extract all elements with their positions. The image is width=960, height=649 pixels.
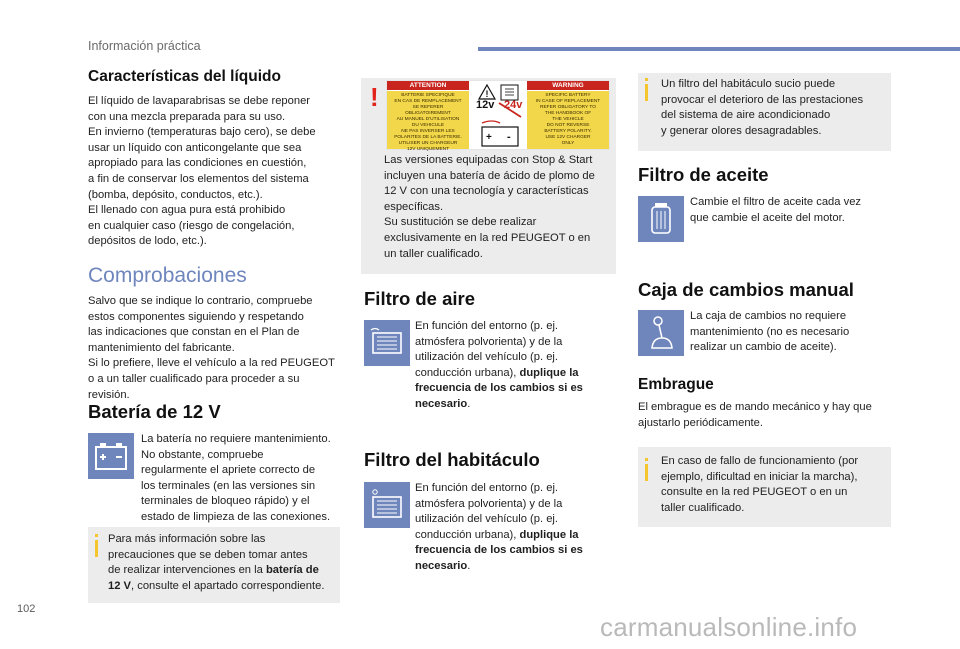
oil-filter-icon	[638, 196, 684, 242]
clutch-text: El embrague es de mando mecánico y hay que ajustarlo periódicamente.	[638, 401, 872, 429]
air-filter-icon	[364, 320, 410, 366]
cabin-info-text: Un filtro del habitáculo sucio puede provocar el deterioro de las prestaciones del sistema de aire acondicionado y generar olores desagradables.	[661, 78, 864, 137]
gearbox-icon	[638, 310, 684, 356]
label-left-text: BATTERIE SPECIFIQUE EN CAS DE REMPLACEMENT SE REFERER OBLIGATOIREMENT AU MANUEL D'UTILISATION DU VEHICULE NE PAS INVERSER LES POLARITES DE LA BATTERIE. UTILISER UN CHARGEUR 12V UNIQUEMENT	[387, 91, 469, 149]
oil-filter-text: Cambie el filtro de aceite cada vez que cambie el aceite del motor.	[690, 196, 862, 224]
clutch-title: Embrague	[638, 376, 714, 393]
checks-title: Comprobaciones	[88, 263, 247, 287]
label-attention: ATTENTION	[387, 81, 469, 90]
label-warning: WARNING	[527, 81, 609, 90]
battery-text: La batería no requiere mantenimiento. No obstante, compruebe regularmente el apriete correcto de los terminales (en las versiones sin terminales de bloqueo rápido) y el estado de limpieza de las conexiones.	[141, 433, 331, 523]
battery-warning-label	[386, 80, 610, 150]
header-bar	[478, 47, 960, 51]
column-left	[88, 68, 344, 403]
watermark: carmanualsonline.info	[600, 612, 858, 642]
gearbox-title: Caja de cambios manual	[638, 279, 854, 300]
label-24v: 24v	[504, 99, 523, 111]
stopstart-text: Las versiones equipadas con Stop & Start incluyen una batería de ácido de plomo de 12 V con una tecnología y características específicas. Su sustitución se debe realizar exclusivamente en la red PEUGEOT o en un taller cualificado.	[384, 154, 595, 260]
svg-text:!: !	[485, 89, 489, 99]
oil-filter-title: Filtro de aceite	[638, 164, 769, 185]
clutch-info-box	[638, 447, 891, 527]
svg-text:-: -	[507, 131, 511, 143]
label-12v: 12v	[476, 99, 495, 111]
cabin-info-box	[638, 73, 891, 151]
liquid-text: El líquido de lavaparabrisas se debe reponer con una mezcla preparada para su uso. En invierno (temperaturas bajo cero), se debe usar un líquido con anticongelante que sea apropiado para las condiciones en cuestión, a fin de conservar los elementos del sistema (bomba, depósito, conductos, etc.). El llenado con agua pura está prohibido en cualquier caso (riesgo de congelación, depósitos de lodo, etc.).	[88, 95, 316, 248]
label-center-graphic	[470, 81, 528, 149]
warning-icon: !	[370, 82, 379, 112]
page-number: 102	[17, 603, 36, 615]
air-filter-title: Filtro de aire	[364, 288, 476, 309]
info-icon	[95, 540, 98, 557]
liquid-title: Características del líquido	[88, 68, 281, 85]
gearbox-text: La caja de cambios no requiere mantenimiento (no es necesario realizar un cambio de aceite).	[690, 310, 850, 354]
cabin-filter-title: Filtro del habitáculo	[364, 449, 540, 470]
svg-text:+: +	[486, 132, 492, 143]
battery-title: Batería de 12 V	[88, 401, 221, 422]
battery-icon	[88, 433, 134, 479]
info-icon	[645, 84, 648, 101]
battery-info-box	[88, 527, 340, 603]
cabin-filter-text: En función del entorno (p. ej. atmósfera polvorienta) y de la utilización del vehículo (p. ej. conducción urbana), duplique la frecuencia de los cambios si es necesario.	[415, 482, 583, 572]
air-filter-text: En función del entorno (p. ej. atmósfera polvorienta) y de la utilización del vehículo (p. ej. conducción urbana), duplique la frecuencia de los cambios si es necesario.	[415, 320, 583, 410]
checks-text: Salvo que se indique lo contrario, compruebe estos componentes siguiendo y respetando las indicaciones que constan en el Plan de mantenimiento del fabricante. Si lo prefiere, lleve el vehículo a la red PEUGEOT o a un taller cualificado para proceder a su revisión.	[88, 294, 335, 401]
clutch-info-text: En caso de fallo de funcionamiento (por ejemplo, dificultad en iniciar la marcha), consulte en la red PEUGEOT o en un taller cualificado.	[661, 455, 859, 514]
label-right-text: SPECIFIC BATTERY IN CASE OF REPLACEMENT REFER OBLIGATORY TO THE HANDBOOK OF THE VEHICLE DO NOT REVERSE BATTERY POLARITY. USE 12V CHARGER ONLY	[527, 91, 609, 149]
battery-info-text: Para más información sobre las precauciones que se deben tomar antes de realizar intervenciones en la batería de 12 V, consulte el apartado correspondiente.	[108, 533, 325, 592]
info-icon	[645, 464, 648, 481]
cabin-filter-icon	[364, 482, 410, 528]
page-header-title: Información práctica	[88, 39, 201, 53]
